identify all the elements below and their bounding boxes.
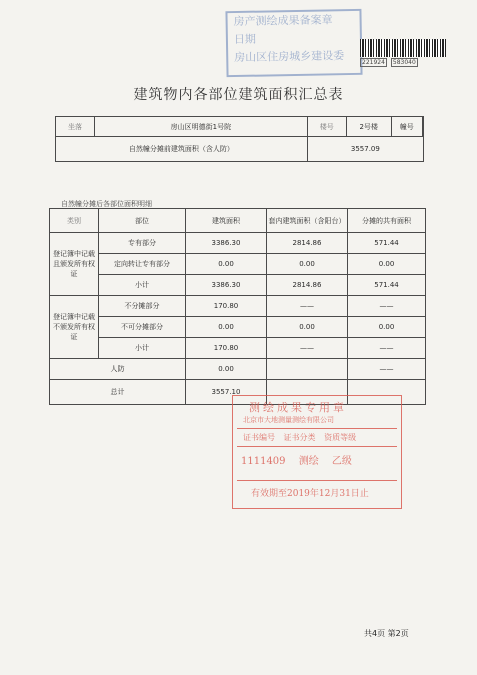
stamp-line-1: 房产测绘成果备案章: [233, 13, 333, 29]
building-value: 2号楼: [346, 117, 391, 137]
header-part: 部位: [99, 209, 186, 233]
group-registered-certified: 登记簿中记载且颁发所有权证: [50, 233, 99, 296]
barcode-numbers: [360, 58, 450, 67]
table-row: [50, 233, 426, 254]
header-category: 类别: [50, 209, 99, 233]
row-part: 小计: [99, 275, 186, 296]
seal-company: 北京市大地测量测绘有限公司: [243, 416, 334, 424]
row-area: 170.80: [186, 338, 267, 359]
seal-rule: [237, 480, 397, 481]
address-value: 房山区明德街1号院: [95, 117, 308, 137]
document-title: 建筑物内各部位建筑面积汇总表: [133, 87, 344, 103]
row-shared: 571.44: [348, 233, 426, 254]
stamp-line-3: 房山区住房城乡建设委: [234, 49, 345, 65]
area-value: 3557.09: [307, 137, 423, 162]
table-row: [50, 254, 426, 275]
group-registered-uncertified: 登记簿中记载不颁发所有权证: [50, 296, 99, 359]
civil-defense-inner: [267, 359, 348, 380]
row-area: 3386.30: [186, 275, 267, 296]
seal-validity: 有效期至2019年12月31日止: [251, 489, 369, 499]
section-caption: 自然幢分摊后各部位面积明细: [61, 200, 152, 208]
barcode-number-2: 583040: [392, 59, 416, 66]
row-inner: 0.00: [267, 317, 348, 338]
seal-headers: 证书编号 证书分类 资质等级: [243, 433, 357, 442]
page-number: 共4页 第2页: [364, 629, 409, 638]
row-area: 0.00: [186, 254, 267, 275]
total-area: 3557.10: [186, 380, 267, 405]
seal-title: 测绘成果专用章: [249, 401, 347, 414]
row-part: 小计: [99, 338, 186, 359]
table-row: [50, 317, 426, 338]
row-shared: 0.00: [348, 317, 426, 338]
civil-defense-label: 人防: [50, 359, 186, 380]
barcode: [360, 39, 446, 57]
record-stamp: [225, 9, 362, 77]
table-row: [50, 296, 426, 317]
row-inner: 0.00: [267, 254, 348, 275]
row-area: 3386.30: [186, 233, 267, 254]
header-shared-area: 分摊的共有面积: [348, 209, 426, 233]
row-part: 定向转让专有部分: [99, 254, 186, 275]
row-part: 不可分摊部分: [99, 317, 186, 338]
row-inner: ——: [267, 296, 348, 317]
building-label: 楼号: [307, 117, 346, 137]
row-shared: ——: [348, 338, 426, 359]
row-shared: 571.44: [348, 275, 426, 296]
seal-rule: [237, 428, 397, 429]
civil-defense-area: 0.00: [186, 359, 267, 380]
header-area: 建筑面积: [186, 209, 267, 233]
unit-label: 幢号: [391, 117, 422, 137]
building-info-table: [55, 116, 424, 162]
seal-rule: [237, 446, 397, 447]
unit-value: [422, 117, 423, 137]
stamp-line-2: 日期: [233, 32, 257, 47]
area-detail-table: [49, 208, 426, 405]
table-row: [50, 338, 426, 359]
row-part: 专有部分: [99, 233, 186, 254]
row-part: 不分摊部分: [99, 296, 186, 317]
address-label: 坐落: [56, 117, 95, 137]
barcode-number-1: 221924: [362, 59, 385, 66]
seal-certificate: 1111409 测绘 乙级: [241, 456, 352, 467]
header-inner-area: 套内建筑面积（含阳台）: [267, 209, 348, 233]
civil-defense-shared: ——: [348, 359, 426, 380]
total-label: 总计: [50, 380, 186, 405]
row-area: 170.80: [186, 296, 267, 317]
row-inner: 2814.86: [267, 233, 348, 254]
row-area: 0.00: [186, 317, 267, 338]
table-row: [50, 275, 426, 296]
area-label: 自然幢分摊前建筑面积（含人防）: [56, 137, 308, 162]
row-inner: 2814.86: [267, 275, 348, 296]
row-shared: ——: [348, 296, 426, 317]
surveying-seal: [232, 395, 402, 509]
row-inner: ——: [267, 338, 348, 359]
row-shared: 0.00: [348, 254, 426, 275]
table-row: [50, 359, 426, 380]
